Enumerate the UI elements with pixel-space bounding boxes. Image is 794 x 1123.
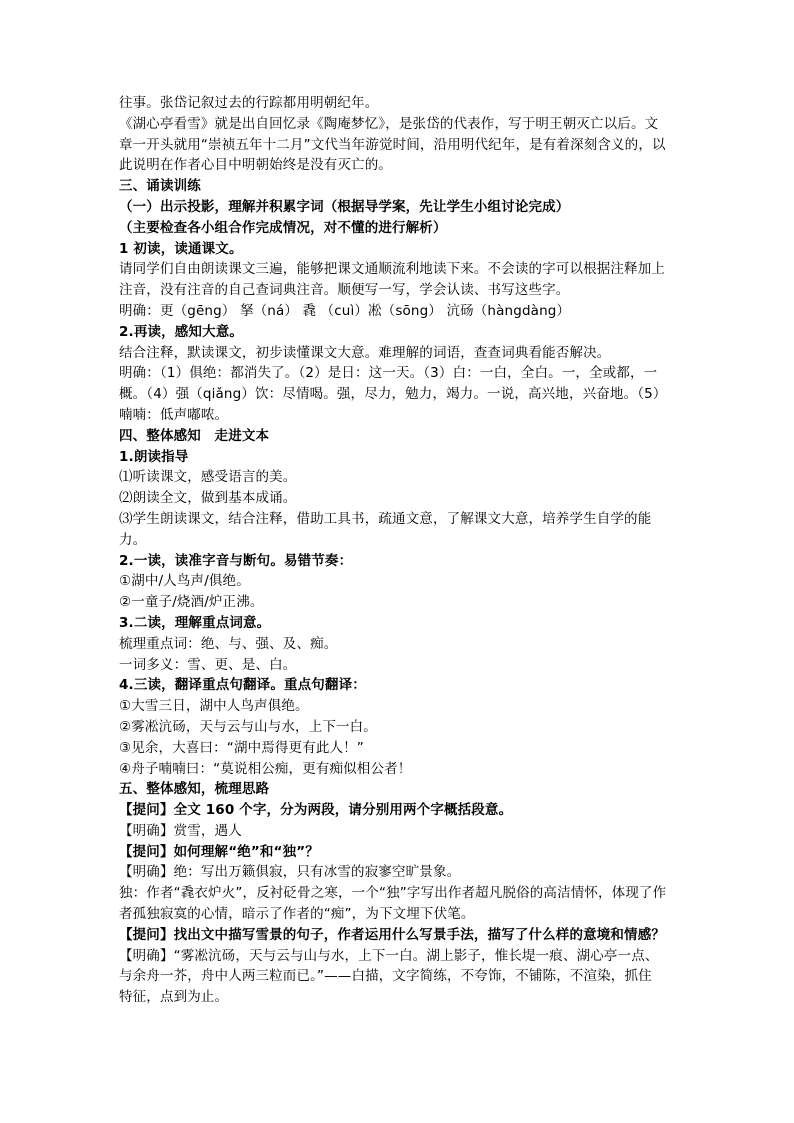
- paragraph-line: ⑵朗读全文，做到基本成诵。: [119, 490, 297, 507]
- paragraph-line: ⑴听读课文，感受语言的美。: [119, 469, 297, 486]
- paragraph-line: 一词多义：雪、更、是、白。: [119, 656, 297, 673]
- paragraph-line: 【明确】“雾凇沆砀，天与云与山与水，上下一白。湖上影子，惟长堤一痕、湖心亭一点、: [119, 947, 659, 964]
- paragraph-line: 明确：更（gēng） 拏（ná） 毳 （cuì）凇（sōng） 沆砀（hàngdàng）: [119, 302, 571, 319]
- paragraph-line: 请同学们自由朗读课文三遍，能够把课文通顺流利地读下来。不会读的字可以根据注释加上: [119, 261, 665, 278]
- paragraph-line: 喃喃：低声嘟哝。: [119, 406, 229, 423]
- section-heading: 2.一读，读准字音与断句。易错节奏：: [119, 552, 353, 569]
- paragraph-line: 《湖心亭看雪》就是出自回忆录《陶庵梦忆》，是张岱的代表作，写于明王朝灭亡以后。文: [119, 115, 659, 132]
- section-heading: 三、诵读训练: [119, 178, 201, 195]
- paragraph-line: 章一开头就用“崇祯五年十二月”文代当年游觉时间，沿用明代纪年，是有着深刻含义的，以: [119, 136, 666, 153]
- paragraph-line: ⑶学生朗读课文，结合注释，借助工具书，疏通文意，了解课文大意，培养学生自学的能: [119, 510, 652, 527]
- paragraph-line: 梳理重点词：绝、与、强、及、痴。: [119, 635, 338, 652]
- section-heading: 2.再读，感知大意。: [119, 323, 244, 340]
- section-heading: 3.二读，理解重点词意。: [119, 614, 271, 631]
- paragraph-line: ②一童子/烧酒/炉正沸。: [119, 594, 264, 611]
- section-heading: 【提问】全文 160 个字，分为两段，请分别用两个字概括段意。: [119, 802, 513, 819]
- section-heading: （一）出示投影，理解并积累字词（根据导学案，先让学生小组讨论完成）: [119, 198, 570, 215]
- paragraph-line: 注音，没有注音的自己查词典注音。顺便写一写，学会认读、书写这些字。: [119, 282, 570, 299]
- paragraph-line: ①湖中/人鸟声/俱绝。: [119, 573, 250, 590]
- section-heading: 4.三读，翻译重点句翻译。重点句翻译：: [119, 677, 366, 694]
- section-heading: 四、整体感知 走进文本: [119, 427, 270, 444]
- paragraph-line: 独：作者“毳衣炉火”，反衬砭骨之寒，一个“独”字写出作者超凡脱俗的高洁情怀，体现了作: [119, 885, 667, 902]
- paragraph-line: 往事。张岱记叙过去的行踪都用明朝纪年。: [119, 95, 379, 111]
- section-heading: 【提问】找出文中描写雪景的句子，作者运用什么写景手法，描写了什么样的意境和情感？: [119, 926, 665, 943]
- paragraph-line: ④舟子喃喃曰：“莫说相公痴，更有痴似相公者！: [119, 760, 412, 777]
- paragraph-line: 者孤独寂寞的心情，暗示了作者的“痴”，为下文埋下伏笔。: [119, 906, 475, 923]
- paragraph-line: 力。: [119, 531, 147, 548]
- paragraph-line: 与余舟一芥，舟中人两三粒而已。”——白描，文字简练，不夸饰，不铺陈，不渲染，抓住: [119, 968, 652, 985]
- paragraph-line: 结合注释，默读课文，初步读懂课文大意。难理解的词语，查查词典看能否解决。: [119, 344, 611, 361]
- paragraph-line: 特征，点到为止。: [119, 989, 229, 1006]
- paragraph-line: 此说明在作者心目中明朝始终是没有灭亡的。: [119, 157, 392, 174]
- section-heading: 【提问】如何理解“绝”和“独”？: [119, 843, 319, 860]
- paragraph-line: ①大雪三日，湖中人鸟声俱绝。: [119, 698, 309, 715]
- paragraph-line: 【明确】绝：写出万籁俱寂，只有冰雪的寂寥空旷景象。: [119, 864, 461, 881]
- paragraph-line: ③见余，大喜曰：“湖中焉得更有此人！”: [119, 739, 364, 756]
- section-heading: 五、整体感知，梳理思路: [119, 781, 270, 798]
- section-heading: 1 初读，读通课文。: [119, 240, 243, 257]
- section-heading: （主要检查各小组合作完成情况，对不懂的进行解析）: [119, 219, 447, 236]
- paragraph-line: ②雾凇沆砀，天与云与山与水，上下一白。: [119, 718, 377, 735]
- paragraph-line: 【明确】赏雪，遇人: [119, 822, 242, 839]
- paragraph-line: 概。（4）强（qiǎng）饮：尽情喝。强，尽力，勉力，竭力。一说，高兴地，兴奋地。（5）: [119, 386, 667, 403]
- paragraph-line: 明确：（1）俱绝：都消失了。（2）是日：这一天。（3）白：一白，全白。一，全或都，一: [119, 365, 658, 382]
- section-heading: 1.朗读指导: [119, 448, 189, 465]
